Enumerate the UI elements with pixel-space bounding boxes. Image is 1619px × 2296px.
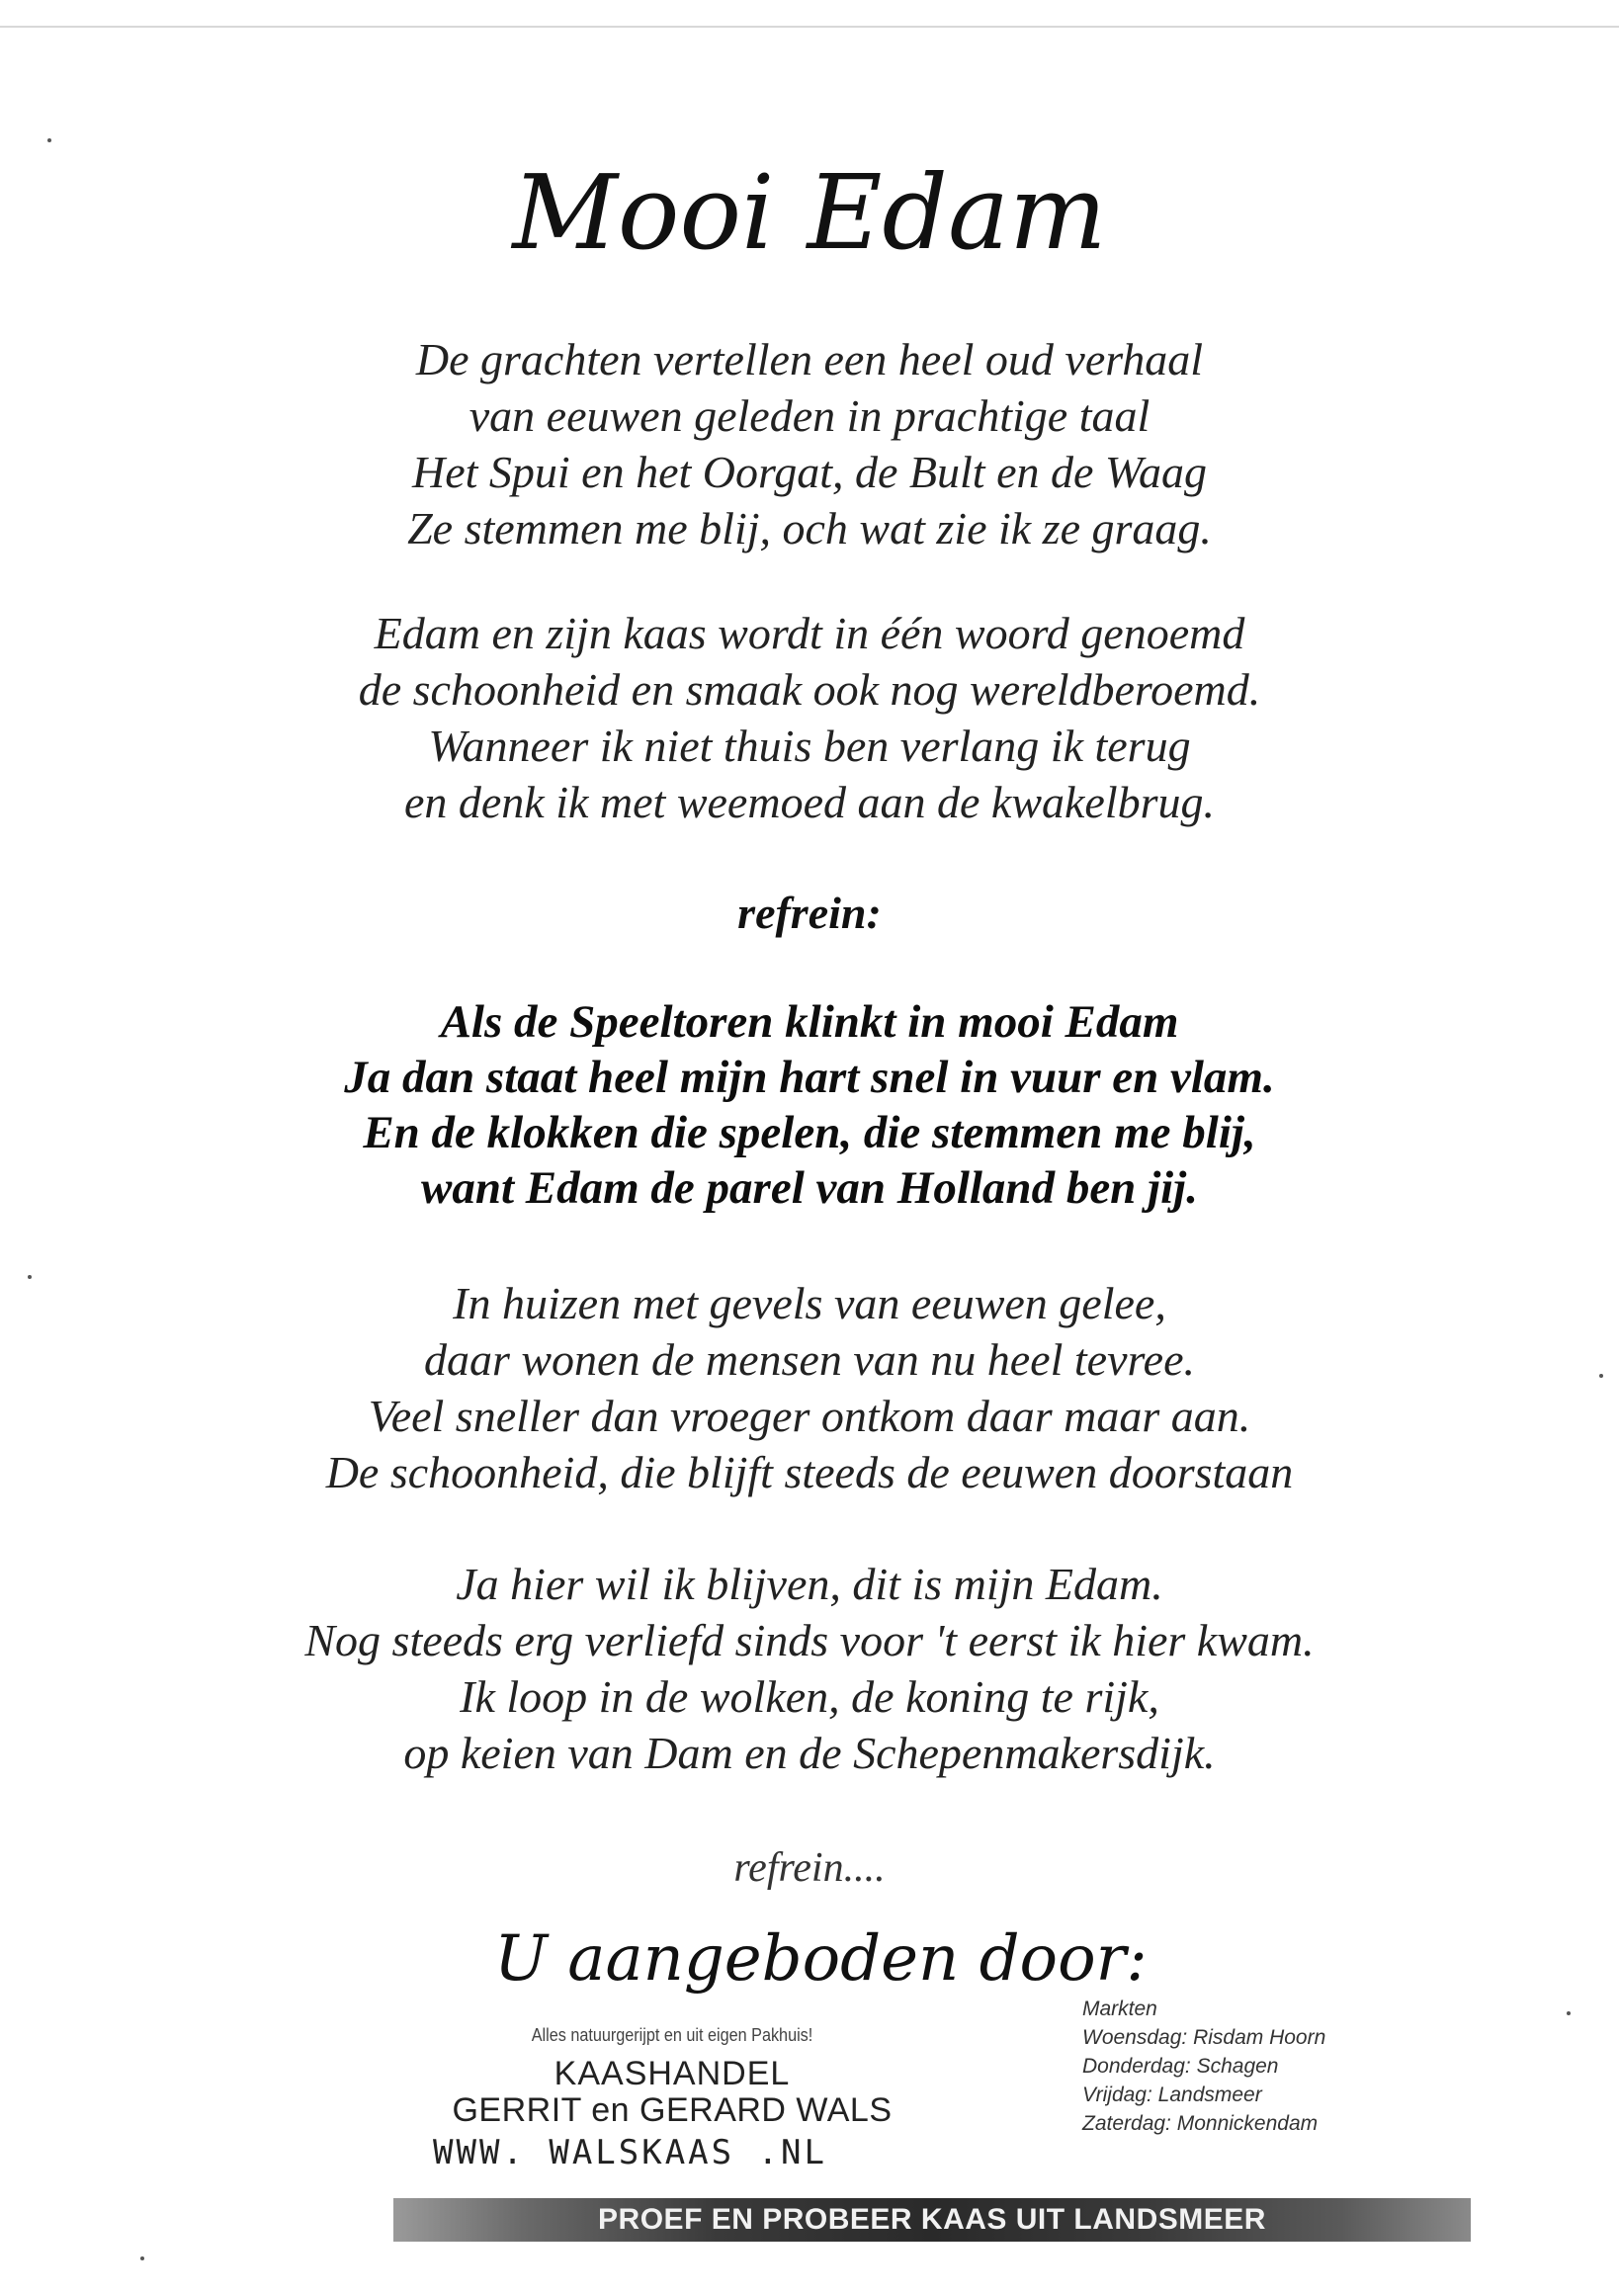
- verse-line: van eeuwen geleden in prachtige taal: [469, 390, 1150, 441]
- verse-line: Het Spui en het Oorgat, de Bult en de Waag: [411, 447, 1207, 497]
- verse-line: daar wonen de mensen van nu heel tevree.: [423, 1334, 1196, 1385]
- refrain-line: En de klokken die spelen, die stemmen me blij,: [363, 1107, 1256, 1158]
- scan-speck: [28, 1275, 32, 1279]
- verse-line: Ze stemmen me blij, och wat zie ik ze graag.: [407, 503, 1212, 553]
- refrain-label: refrein:: [737, 888, 882, 938]
- verse-line: Edam en zijn kaas wordt in één woord genoemd: [374, 608, 1245, 658]
- shop-name: KAASHANDEL: [554, 2055, 791, 2092]
- shop-block: [415, 2024, 929, 2129]
- markets-heading: Markten: [1082, 1998, 1157, 2020]
- verse-line: en denk ik met weemoed aan de kwakelbrug.: [403, 777, 1216, 827]
- banner-text: PROEF EN PROBEER KAAS UIT LANDSMEER: [598, 2203, 1266, 2236]
- verse-line: In huizen met gevels van eeuwen gelee,: [453, 1278, 1166, 1328]
- verse-2: [0, 605, 1619, 830]
- verse-line: op keien van Dam en de Schepenmakersdijk.: [403, 1728, 1216, 1778]
- market-day: Zaterdag: Monnickendam: [1082, 2112, 1319, 2135]
- market-day: Vrijdag: Landsmeer: [1082, 2083, 1262, 2106]
- shop-owners: GERRIT en GERARD WALS: [452, 2091, 893, 2129]
- page-top-edge: [0, 26, 1619, 28]
- verse-4: [0, 1556, 1619, 1781]
- verse-line: De schoonheid, die blijft steeds de eeuwen doorstaan: [325, 1447, 1294, 1497]
- scan-speck: [1567, 2011, 1571, 2015]
- markets-list: [1082, 1995, 1325, 2138]
- refrain-line: Als de Speeltoren klinkt in mooi Edam: [440, 996, 1179, 1048]
- slogan-banner: [393, 2198, 1471, 2242]
- verse-line: de schoonheid en smaak ook nog wereldberoemd.: [358, 664, 1261, 715]
- verse-line: Nog steeds erg verliefd sinds voor 't eerst ik hier kwam.: [304, 1615, 1315, 1665]
- verse-line: De grachten vertellen een heel oud verhaal: [415, 334, 1204, 384]
- verse-3: [0, 1275, 1619, 1500]
- market-day: Woensdag: Risdam Hoorn: [1082, 2026, 1326, 2049]
- scan-speck: [1599, 1374, 1603, 1378]
- offered-by-heading: U aangeboden door:: [494, 1922, 1148, 1996]
- verse-line: Wanneer ik niet thuis ben verlang ik terug: [428, 721, 1191, 771]
- shop-tagline: Alles natuurgerijpt en uit eigen Pakhuis!: [531, 2025, 813, 2045]
- verse-line: Ik loop in de wolken, de koning te rijk,: [460, 1671, 1159, 1722]
- scan-speck: [47, 138, 51, 142]
- verse-line: Veel sneller dan vroeger ontkom daar maar aan.: [368, 1391, 1251, 1441]
- verse-line: Ja hier wil ik blijven, dit is mijn Edam.: [456, 1559, 1163, 1609]
- refrain-block: [0, 994, 1619, 1216]
- refrain-repeat: refrein....: [733, 1845, 886, 1891]
- song-title: Mooi Edam: [512, 152, 1107, 273]
- verse-1: [0, 331, 1619, 556]
- shop-website: WWW. WALSKAAS .NL: [433, 2133, 827, 2172]
- refrain-line: Ja dan staat heel mijn hart snel in vuur en vlam.: [344, 1052, 1275, 1103]
- scan-speck: [140, 2256, 144, 2260]
- refrain-line: want Edam de parel van Holland ben jij.: [420, 1162, 1198, 1214]
- market-day: Donderdag: Schagen: [1082, 2055, 1279, 2078]
